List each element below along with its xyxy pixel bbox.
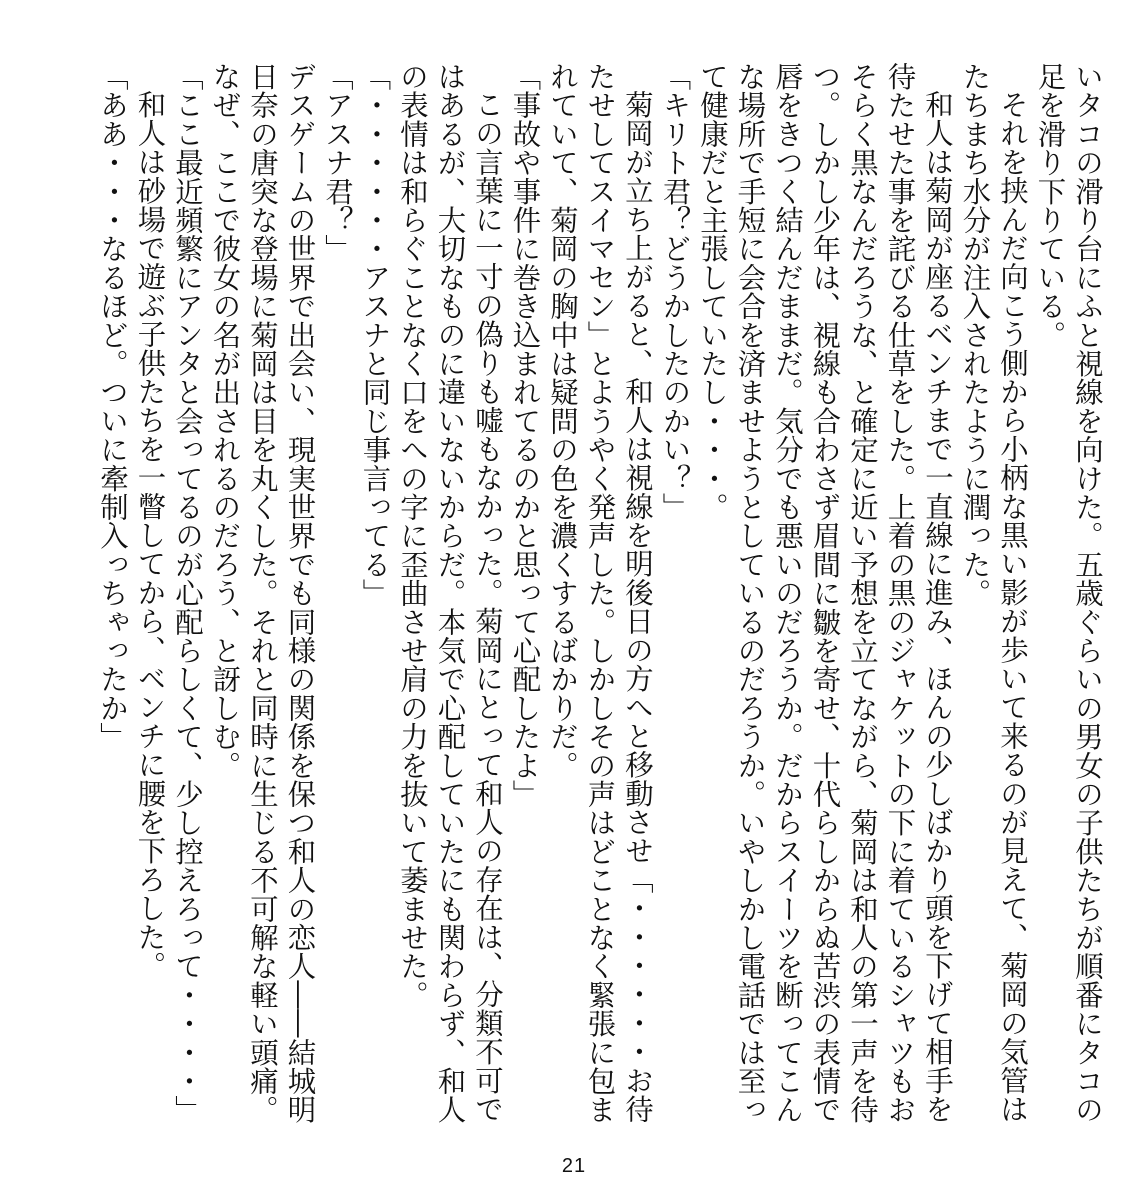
vertical-text-body xyxy=(38,62,1106,1142)
dialogue-line-1: 「キリト君？どうかしたのかい？」 xyxy=(658,62,692,522)
paragraph-7: この言葉に一寸の偽りも嘘もなかった。菊岡にとって和人の存在は、分類不可ではあるが、大切なものに違いないからだ。本気で心配していたにも関わらず、和人の表情は和らぐことなく口をへの字に歪曲させ肩の力を抜いて萎ませた。 xyxy=(396,62,504,1124)
paragraph-2: それを挟んだ向こう側から小柄な黒い影が歩いて来るのが見えて、菊岡の気管はたちまち水分が注入されたように潤った。 xyxy=(958,62,1029,1124)
paragraph-3: 和人は菊岡が座るベンチまで一直線に進み、ほんの少しばかり頭を下げて相手を待たせた事を詫びる仕草をした。上着の黒のジャケットの下に着ているシャツもおそらく黒なんだろうな、と確定に近い予想を立てながら、菊岡は和人の第一声を待つ。しかし少年は、視線も合わさず眉間に皺を寄せ、十代らしからぬ苦渋の表情で唇をきつく結んだままだ。気分でも悪いのだろうか。だからスイーツを断ってこんな場所で手短に会合を済ませようとしているのだろうか。いやしかし電話では至って健康だと主張していたし・・・。 xyxy=(696,62,954,1124)
dialogue-line-2: 「事故や事件に巻き込まれてるのかと思って心配したよ」 xyxy=(508,62,542,809)
paragraph-12: 和人は砂場で遊ぶ子供たちを一瞥してから、ベンチに腰を下ろした。 xyxy=(133,90,167,981)
paragraph-10: デスゲームの世界で出会い、現実世界でも同様の関係を保つ和人の恋人――結城明日奈の唐突な登場に菊岡は目を丸くした。それと同時に生じる不可解な軽い頭痛。なぜ、ここで彼女の名が出されるのだろう、と訝しむ。 xyxy=(208,62,317,1124)
dialogue-line-4: 「アスナ君？」 xyxy=(321,62,354,263)
paragraph-1: いタコの滑り台にふと視線を向けた。五歳ぐらいの男女の子供たちが順番にタコの足を滑り下りている。 xyxy=(1033,62,1104,1124)
page-number: 21 xyxy=(561,1155,587,1177)
paragraph-5: 菊岡が立ち上がると、和人は視線を明後日の方へと移動させ「・・・・・・お待たせしてスイマセン」とようやく発声した。しかしその声はどことなく緊張に包まれていて、菊岡の胸中は疑問の色を濃くするばかりだ。 xyxy=(546,62,654,1124)
dialogue-line-3: 「・・・・・・アスナと同じ事言ってる」 xyxy=(358,62,392,608)
dialogue-line-5: 「ここ最近頻繁にアンタと会ってるのが心配らしくて、少し控えろって・・・・」 xyxy=(171,62,204,1124)
dialogue-line-6: 「ああ・・・なるほど。ついに牽制入っちゃったか」 xyxy=(96,62,129,751)
